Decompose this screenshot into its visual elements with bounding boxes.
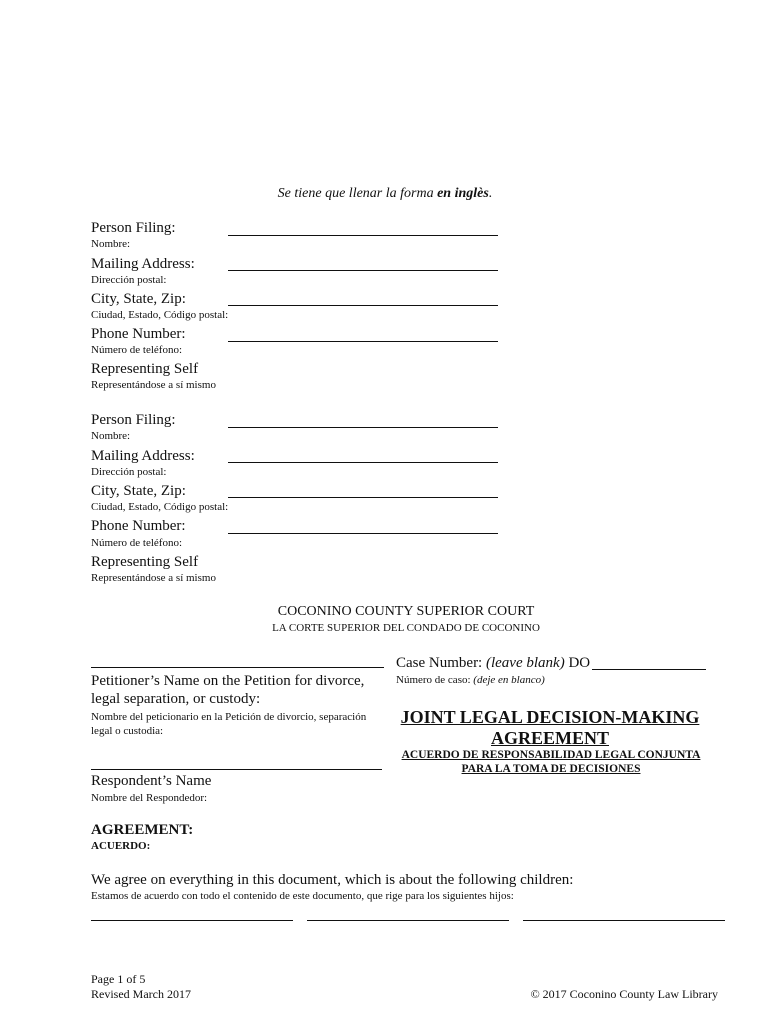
city-state-zip-label-es: Ciudad, Estado, Código postal: [91,501,229,513]
city-state-zip-label-es: Ciudad, Estado, Código postal: [91,309,229,321]
representing-self-label: Representing Self [91,361,199,377]
city-state-zip-field[interactable] [228,497,498,498]
mailing-address-label: Mailing Address: [91,448,195,464]
phone-number-field[interactable] [228,341,498,342]
petitioner-label-es: Nombre del peticionario en la Petición de divorcio, separación legal o custodia: [91,711,367,737]
person-filing-label-es: Nombre: [91,430,131,442]
case-number-hint: (leave blank) [485,655,565,671]
child-name-field-1[interactable] [91,920,293,921]
document-title: JOINT LEGAL DECISION-MAKING AGREEMENT [400,707,700,748]
city-state-zip-label: City, State, Zip: [91,483,186,499]
mailing-address-label-es: Dirección postal: [91,274,167,286]
respondent-label-es: Nombre del Respondedor: [91,792,208,804]
person-filing-label: Person Filing: [91,412,176,428]
fill-in-english-notice: Se tiene que llenar la forma en inglès. [277,186,493,201]
phone-number-field[interactable] [228,533,498,534]
agreement-statement-es: Estamos de acuerdo con todo el contenido de este documento, que rige para los siguientes hijos: [91,890,514,902]
city-state-zip-field[interactable] [228,305,498,306]
notice-emphasis: en inglès [437,186,489,201]
agreement-heading-es: ACUERDO: [91,840,151,852]
revised-date: Revised March 2017 [91,987,191,1001]
document-title-es: ACUERDO DE RESPONSABILIDAD LEGAL CONJUNTA PARA LA TOMA DE DECISIONES [401,749,701,775]
mailing-address-field[interactable] [228,462,498,463]
copyright: © 2017 Coconino County Law Library [530,987,718,1001]
representing-self-label: Representing Self [91,554,199,570]
mailing-address-field[interactable] [228,270,498,271]
agreement-heading: AGREEMENT: [91,822,194,838]
page-number: Page 1 of 5 [91,972,146,986]
agreement-statement: We agree on everything in this document, which is about the following children: [91,872,574,888]
representing-self-label-es: Representándose a sí mismo [91,379,216,391]
child-name-field-2[interactable] [307,920,509,921]
case-number-label-es: Número de caso: (deje en blanco) [396,674,545,686]
respondent-label: Respondent’s Name [91,773,212,789]
case-number-label: Case Number: (leave blank) DO [396,655,591,671]
mailing-address-label-es: Dirección postal: [91,466,167,478]
child-name-field-3[interactable] [523,920,725,921]
case-number-field[interactable] [592,669,706,670]
person-filing-label: Person Filing: [91,220,176,236]
phone-number-label-es: Número de teléfono: [91,344,183,356]
petitioner-name-field[interactable] [91,667,384,668]
petitioner-label: Petitioner’s Name on the Petition for divorce, legal separation, or custody: [91,673,365,707]
person-filing-field[interactable] [228,427,498,428]
person-filing-label-es: Nombre: [91,238,131,250]
respondent-name-field[interactable] [91,769,382,770]
representing-self-label-es: Representándose a sí mismo [91,572,216,584]
person-filing-field[interactable] [228,235,498,236]
phone-number-label: Phone Number: [91,326,186,342]
court-name-es: LA CORTE SUPERIOR DEL CONDADO DE COCONINO [272,622,540,634]
phone-number-label: Phone Number: [91,518,186,534]
court-name: COCONINO COUNTY SUPERIOR COURT [277,604,535,619]
mailing-address-label: Mailing Address: [91,256,195,272]
city-state-zip-label: City, State, Zip: [91,291,186,307]
phone-number-label-es: Número de teléfono: [91,537,183,549]
